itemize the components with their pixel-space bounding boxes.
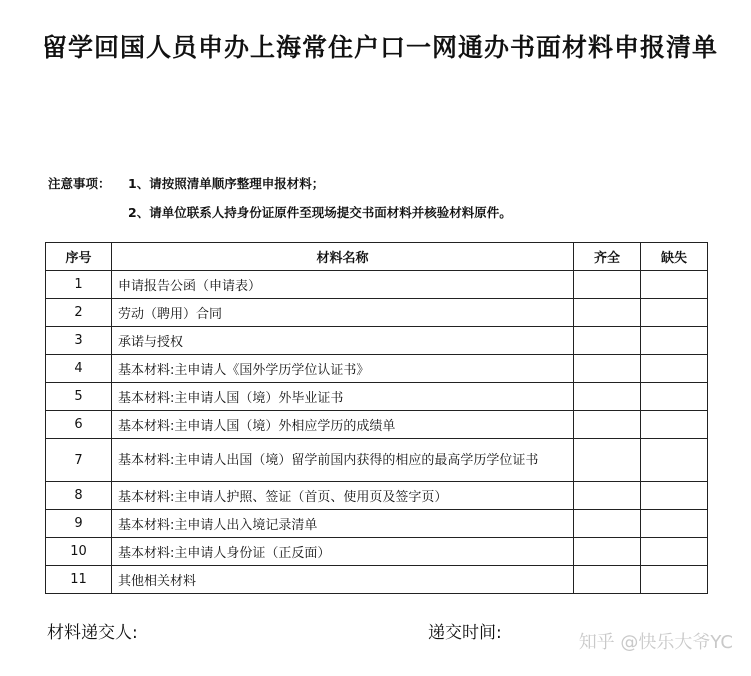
table-row	[46, 439, 708, 482]
row-material-name: 基本材料:主申请人《国外学历学位认证书》	[112, 355, 574, 383]
row-complete-cell	[574, 510, 641, 538]
row-missing-cell	[641, 411, 708, 439]
row-complete-cell	[574, 538, 641, 566]
header-missing: 缺失	[641, 243, 708, 271]
note-line-1	[48, 175, 512, 204]
row-complete-cell	[574, 327, 641, 355]
row-number: 11	[46, 566, 112, 594]
row-number: 7	[46, 439, 112, 482]
notes-label: 注意事项：	[48, 176, 111, 191]
row-number: 3	[46, 327, 112, 355]
row-missing-cell	[641, 327, 708, 355]
table-row	[46, 482, 708, 510]
row-missing-cell	[641, 299, 708, 327]
row-complete-cell	[574, 383, 641, 411]
row-material-name: 基本材料:主申请人护照、签证（首页、使用页及签字页）	[112, 482, 574, 510]
row-number: 1	[46, 271, 112, 299]
document-title: 留学回国人员申办上海常住户口一网通办书面材料申报清单	[41, 33, 718, 62]
table-header-row	[46, 243, 708, 271]
row-complete-cell	[574, 355, 641, 383]
row-material-name: 基本材料:主申请人身份证（正反面）	[112, 538, 574, 566]
row-number: 9	[46, 510, 112, 538]
row-number: 10	[46, 538, 112, 566]
row-complete-cell	[574, 439, 641, 482]
row-complete-cell	[574, 299, 641, 327]
row-missing-cell	[641, 383, 708, 411]
notes-section	[48, 175, 512, 233]
header-material-name: 材料名称	[112, 243, 574, 271]
table-row	[46, 299, 708, 327]
materials-table	[45, 242, 708, 594]
row-missing-cell	[641, 271, 708, 299]
table-row	[46, 355, 708, 383]
submit-time-label: 递交时间:	[428, 623, 502, 643]
note-line-2	[48, 204, 512, 233]
row-complete-cell	[574, 271, 641, 299]
row-missing-cell	[641, 439, 708, 482]
row-material-name: 基本材料:主申请人出国（境）留学前国内获得的相应的最高学历学位证书	[112, 439, 574, 482]
row-complete-cell	[574, 566, 641, 594]
row-number: 2	[46, 299, 112, 327]
row-number: 5	[46, 383, 112, 411]
row-material-name: 劳动（聘用）合同	[112, 299, 574, 327]
table-row	[46, 566, 708, 594]
row-missing-cell	[641, 538, 708, 566]
table-row	[46, 538, 708, 566]
row-complete-cell	[574, 482, 641, 510]
table-row	[46, 327, 708, 355]
row-complete-cell	[574, 411, 641, 439]
table-row	[46, 510, 708, 538]
header-seq: 序号	[46, 243, 112, 271]
note-item-2: 2、请单位联系人持身份证原件至现场提交书面材料并核验材料原件。	[128, 205, 512, 220]
row-missing-cell	[641, 566, 708, 594]
watermark: 知乎 @快乐大爷YC	[578, 632, 733, 653]
row-material-name: 基本材料:主申请人出入境记录清单	[112, 510, 574, 538]
submitter-label: 材料递交人:	[47, 623, 138, 643]
note-item-1: 1、请按照清单顺序整理申报材料；	[128, 176, 325, 191]
row-number: 4	[46, 355, 112, 383]
row-missing-cell	[641, 482, 708, 510]
table-row	[46, 383, 708, 411]
header-complete: 齐全	[574, 243, 641, 271]
row-number: 6	[46, 411, 112, 439]
row-material-name: 承诺与授权	[112, 327, 574, 355]
row-material-name: 基本材料:主申请人国（境）外相应学历的成绩单	[112, 411, 574, 439]
row-missing-cell	[641, 355, 708, 383]
row-missing-cell	[641, 510, 708, 538]
row-material-name: 其他相关材料	[112, 566, 574, 594]
row-material-name: 基本材料:主申请人国（境）外毕业证书	[112, 383, 574, 411]
row-number: 8	[46, 482, 112, 510]
table-row	[46, 271, 708, 299]
row-material-name: 申请报告公函（申请表）	[112, 271, 574, 299]
table-row	[46, 411, 708, 439]
